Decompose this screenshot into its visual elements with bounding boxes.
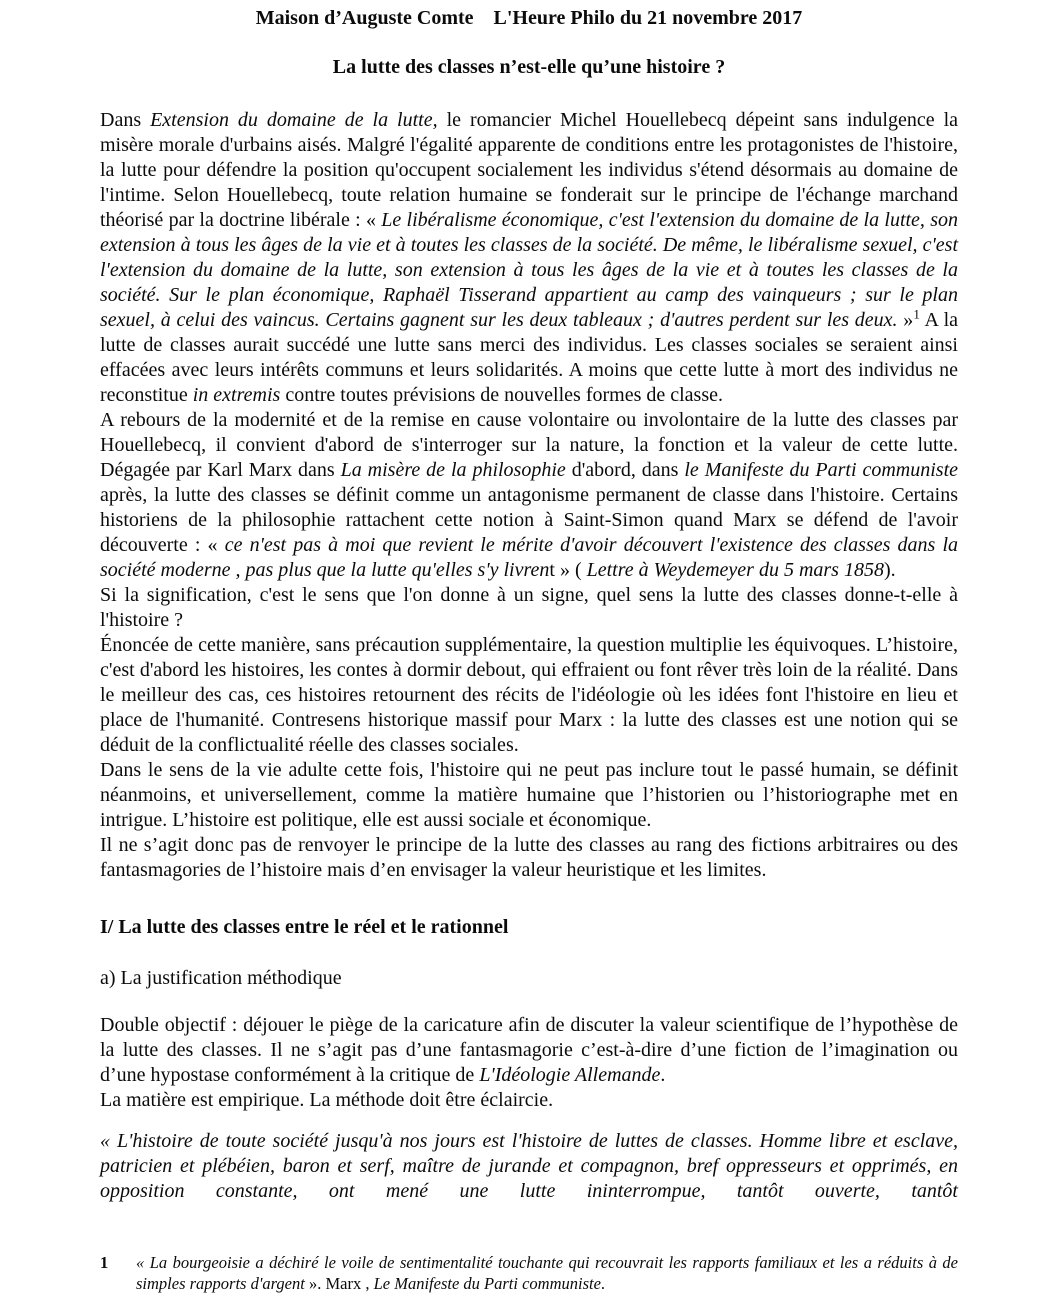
paragraph-equivoques: Énoncée de cette manière, sans précaution supplémentaire, la question multiplie les équivoques. L’histoire, c'est d'abord les histoires, les contes à dormir debout, qui effraient ou font rêver très loin de la réalité. Dans le meilleur des cas, ces histoires retournent des récits de l'idéologie où les idées font l'histoire en lieu et place de l'humanité. Contresens historique massif pour Marx : la lutte des classes est une notion qui se déduit de la conflictualité réelle des classes sociales. [100, 634, 958, 756]
document-header: Maison d’Auguste Comte L'Heure Philo du 21 novembre 2017 [255, 7, 803, 29]
footnote-number: 1 [100, 1253, 109, 1272]
footnote [100, 1252, 958, 1294]
section-heading-1: I/ La lutte des classes entre le réel et le rationnel [100, 916, 509, 938]
paragraph-valeur-heuristique: Il ne s’agit donc pas de renvoyer le principe de la lutte des classes au rang des fictions arbitraires ou des fantasmagories de l’histoire mais d’en envisager la valeur heuristique et les limites. [100, 834, 958, 881]
paragraph-double-objectif: Double objectif : déjouer le piège de la caricature afin de discuter la valeur scientifique de l’hypothèse de la lutte des classes. Il ne s’agit pas d’une fantasmagorie c’est-à-dire d’une fiction de l’imagination ou d’une hypostase conformément à la critique de L'Idéologie Allemande. [100, 1014, 958, 1086]
paragraph-histoire-adulte: Dans le sens de la vie adulte cette fois, l'histoire qui ne peut pas inclure tout le passé humain, se définit néanmoins, et universellement, comme la matière humaine que l’historien ou l’historiographe met en intrigue. L’histoire est politique, elle est aussi sociale et économique. [100, 759, 958, 831]
paragraph-intro: Dans Extension du domaine de la lutte, le romancier Michel Houellebecq dépeint sans indulgence la misère morale d'urbains aisés. Malgré l'égalité apparente de conditions entre les protagonistes de l'histoire, la lutte pour défendre la position qu'occupent socialement les individus s'étend désormais au domaine de l'intime. Selon Houellebecq, toute relation humaine se fonderait sur le principe de l'échange marchand théorisé par la doctrine libérale : « Le libéralisme économique, c'est l'extension du domaine de la lutte, son extension à tous les âges de la vie et à toutes les classes de la société. De même, le libéralisme sexuel, c'est l'extension du domaine de la lutte, son extension à tous les âges de la vie et à toutes les classes de la société. Sur le plan économique, Raphaël Tisserand appartient au camp des vainqueurs ; sur le plan sexuel, à celui des vaincus. Certains gagnent sur les deux tableaux ; d'autres perdent sur les deux. »$^1$ A la lutte de classes aurait succédé une lutte sans merci des individus. Les classes sociales se seraient ainsi effacées avec leurs intérêts communs et leurs solidarités. A moins que cette lutte à mort des individus ne reconstitue in extremis contre toutes prévisions de nouvelles formes de classe. [100, 109, 958, 406]
document-body [100, 108, 958, 1204]
subsection-heading-a: a) La justification méthodique [100, 967, 342, 989]
footnote-text: « La bourgeoisie a déchiré le voile de sentimentalité touchante qui recouvrait les rapports familiaux et les a réduits à de simples rapports d'argent ». Marx , Le Manifeste du Parti communiste. [136, 1253, 958, 1293]
document-title: La lutte des classes n’est-elle qu’une histoire ? [332, 56, 726, 78]
paragraph-matiere-empirique: La matière est empirique. La méthode doit être éclaircie. [100, 1089, 554, 1111]
paragraph-signification: Si la signification, c'est le sens que l'on donne à un signe, quel sens la lutte des classes donne-t-elle à l'histoire ? [100, 584, 958, 631]
quote-manifeste: « L'histoire de toute société jusqu'à nos jours est l'histoire de luttes de classes. Homme libre et esclave, patricien et plébéien, baron et serf, maître de jurande et compagnon, bref oppresseurs et opprimés, en opposition constante, ont mené une lutte ininterrompue, tantôt ouverte, tantôt [100, 1130, 958, 1202]
document-page [100, 0, 958, 1300]
paragraph-marx-definition: A rebours de la modernité et de la remise en cause volontaire ou involontaire de la lutte des classes par Houellebecq, il convient d'abord de s'interroger sur la nature, la fonction et la valeur de cette lutte. Dégagée par Karl Marx dans La misère de la philosophie d'abord, dans le Manifeste du Parti communiste après, la lutte des classes se définit comme un antagonisme permanent de classe dans l'histoire. Certains historiens de la philosophie rattachent cette notion à Saint-Simon quand Marx se défend de l'avoir découverte : « ce n'est pas à moi que revient le mérite d'avoir découvert l'existence des classes dans la société moderne , pas plus que la lutte qu'elles s'y livrent » ( Lettre à Weydemeyer du 5 mars 1858). [100, 409, 959, 581]
